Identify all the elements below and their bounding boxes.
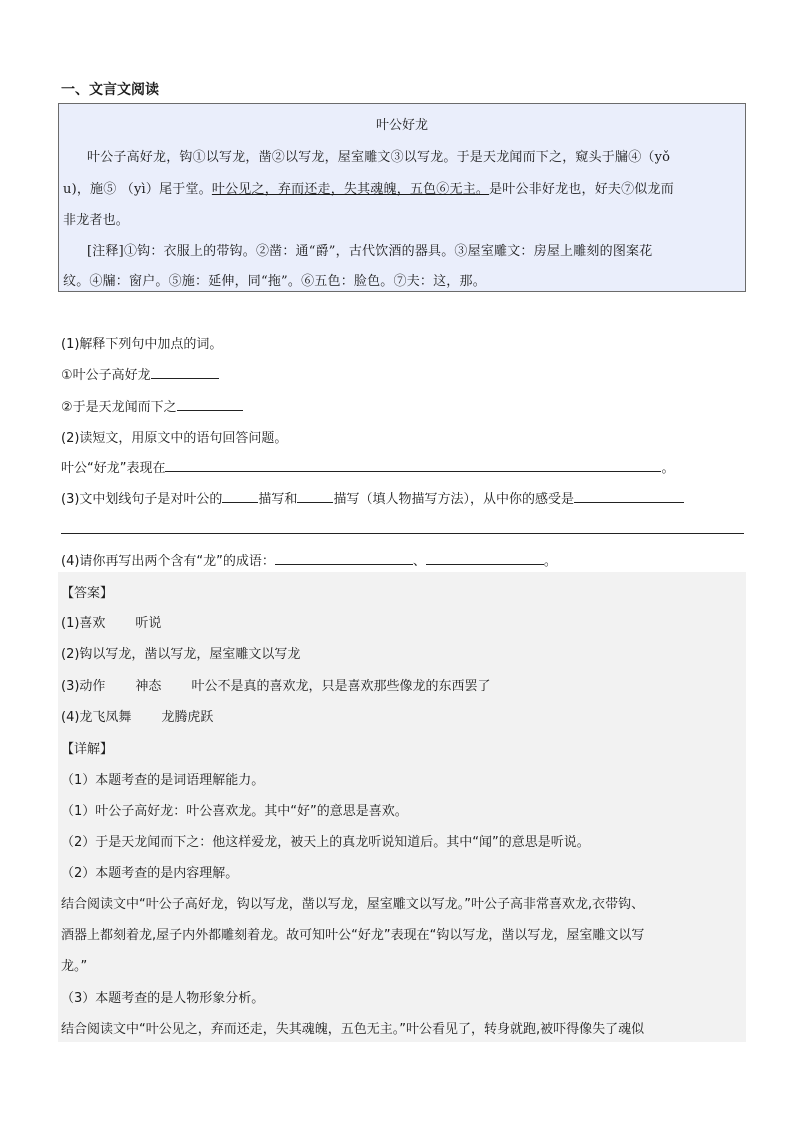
question-2: (2)读短文，用原文中的语句回答问题。 bbox=[61, 431, 288, 446]
answer-header: 【答案】 bbox=[61, 586, 114, 601]
detail-line-2: （1）叶公子高好龙：叶公喜欢龙。其中“好”的意思是喜欢。 bbox=[61, 804, 408, 819]
answer-blank-4a[interactable] bbox=[275, 552, 413, 565]
question-1b-text: ②于是天龙闻而下之 bbox=[61, 400, 177, 415]
answer-1 bbox=[61, 612, 161, 631]
detail-line-5: 结合阅读文中“叶公子高好龙，钩以写龙，凿以写龙，屋室雕文以写龙。”叶公子高非常喜欢龙,衣带钩、 bbox=[61, 897, 645, 912]
answer-blank-1b[interactable] bbox=[177, 398, 243, 411]
question-3-text-b: 描写和 bbox=[258, 492, 298, 507]
answer-blank-2[interactable] bbox=[165, 459, 661, 472]
detail-line-7: 龙。” bbox=[61, 959, 88, 974]
detail-line-1: （1）本题考查的是词语理解能力。 bbox=[61, 773, 265, 788]
answer-4 bbox=[61, 706, 213, 725]
passage-line-3: 非龙者也。 bbox=[63, 213, 130, 228]
detail-line-9: 结合阅读文中“叶公见之，弃而还走，失其魂魄，五色无主。”叶公看见了，转身就跑,被吓得像失了魂似 bbox=[61, 1022, 645, 1037]
answer-blank-3b[interactable] bbox=[297, 490, 333, 503]
section-title: 一、文言文阅读 bbox=[61, 82, 159, 98]
detail-header: 【详解】 bbox=[61, 742, 114, 757]
passage-line-1: 叶公子高好龙，钩①以写龙，凿②以写龙，屋室雕文③以写龙。于是天龙闻而下之，窥头于牖④（yǒ bbox=[87, 150, 671, 165]
detail-line-4: （2）本题考查的是内容理解。 bbox=[61, 866, 239, 881]
answer-blank-3a[interactable] bbox=[222, 490, 258, 503]
answer-4-part-2: 龙腾虎跃 bbox=[161, 710, 214, 725]
question-2a bbox=[61, 457, 675, 476]
passage-line-2-end: 是叶公非好龙也，好夫⑦似龙而 bbox=[489, 182, 674, 197]
underlined-sentence: 叶公见之，弃而还走，失其魂魄，五色⑥无主。 bbox=[211, 182, 490, 197]
question-4-sep: 、 bbox=[412, 554, 426, 569]
passage-line-2 bbox=[63, 178, 674, 197]
question-3-text-c: 描写（填人物描写方法），从中你的感受是 bbox=[333, 492, 574, 507]
answer-blank-4b[interactable] bbox=[426, 552, 544, 565]
passage-box bbox=[58, 103, 746, 292]
question-4-text: (4)请你再写出两个含有“龙”的成语： bbox=[61, 554, 275, 569]
question-3 bbox=[61, 488, 684, 507]
detail-line-6: 酒器上都刻着龙,屋子内外都雕刻着龙。故可知叶公“好龙”表现在“钩以写龙，凿以写龙，屋室雕文以写 bbox=[61, 928, 645, 943]
passage-title: 叶公好龙 bbox=[375, 118, 428, 133]
notes-line-2: 纹。④牖：窗户。⑤施：延伸，同“拖”。⑥五色：脸色。⑦夫：这，那。 bbox=[63, 274, 486, 289]
question-1: (1)解释下列句中加点的词。 bbox=[61, 337, 223, 352]
detail-line-3: （2）于是天龙闻而下之：他这样爱龙，被天上的真龙听说知道后。其中“闻”的意思是听说。 bbox=[61, 835, 590, 850]
question-2a-end: 。 bbox=[661, 461, 675, 476]
answer-1-part-2: 听说 bbox=[135, 616, 162, 631]
notes-line-1: [注释]①钩：衣服上的带钩。②凿：通“爵”，古代饮酒的器具。③屋室雕文：房屋上雕刻的图案花 bbox=[87, 244, 653, 259]
answer-3-part-2: 神态 bbox=[135, 679, 162, 694]
answer-section bbox=[58, 572, 746, 1042]
answer-blank-1a[interactable] bbox=[151, 366, 219, 379]
passage-line-2-start: u)，施⑤ （yì）尾于堂。 bbox=[63, 182, 212, 197]
answer-3-part-3: 叶公不是真的喜欢龙，只是喜欢那些像龙的东西罢了 bbox=[191, 679, 491, 694]
question-1a-text: ①叶公子高好龙 bbox=[61, 368, 151, 383]
question-4 bbox=[61, 550, 557, 569]
answer-3 bbox=[61, 675, 490, 694]
answer-3-part-1: (3)动作 bbox=[61, 679, 106, 694]
answer-4-part-1: (4)龙飞凤舞 bbox=[61, 710, 132, 725]
question-4-end: 。 bbox=[543, 554, 557, 569]
question-2a-text: 叶公“好龙”表现在 bbox=[61, 461, 166, 476]
answer-blank-3c[interactable] bbox=[574, 490, 684, 503]
answer-1-part-1: (1)喜欢 bbox=[61, 616, 106, 631]
question-3-text-a: (3)文中划线句子是对叶公的 bbox=[61, 492, 223, 507]
answer-line-3[interactable] bbox=[61, 533, 744, 534]
question-1b bbox=[61, 396, 243, 415]
answer-2: (2)钩以写龙，凿以写龙，屋室雕文以写龙 bbox=[61, 647, 301, 662]
detail-line-8: （3）本题考查的是人物形象分析。 bbox=[61, 991, 265, 1006]
question-1a bbox=[61, 364, 219, 383]
